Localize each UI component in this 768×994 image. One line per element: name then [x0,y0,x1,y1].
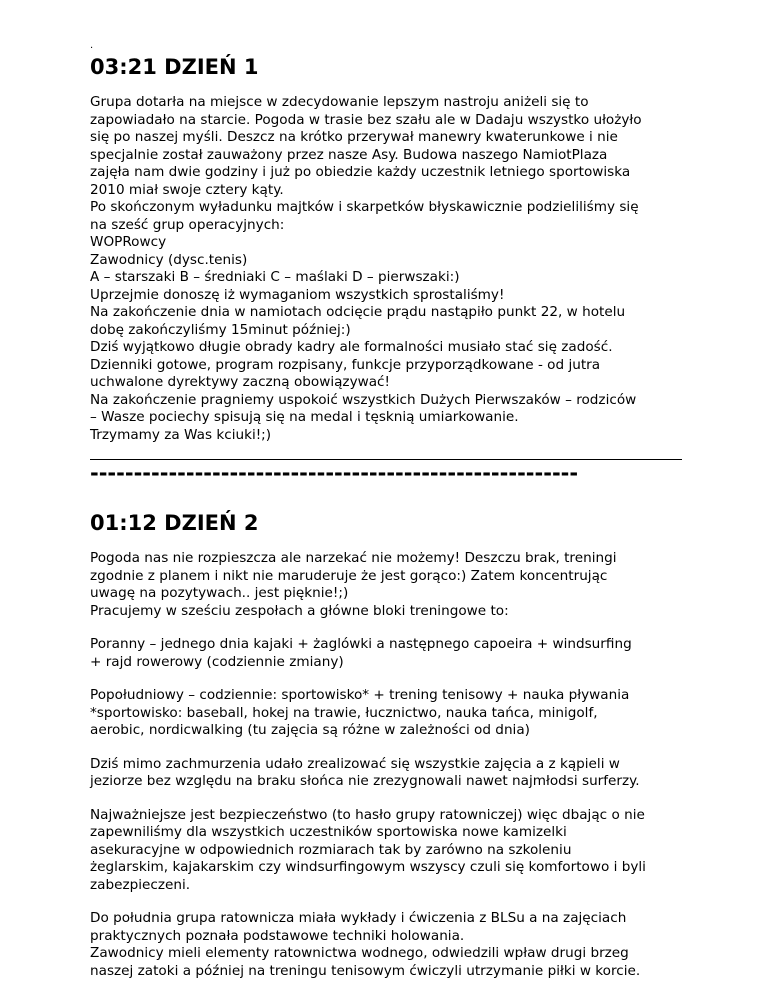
day1-line: się po naszej myśli. Deszcz na krótko przerywał manewry kwaterunkowe i nie [90,129,618,145]
day2-line: *sportowisko: baseball, hokej na trawie, łucznictwo, nauka tańca, minigolf, [90,704,598,721]
stray-dot: . [90,40,94,51]
day2-line: Pracujemy w sześciu zespołach a główne bloki treningowe to: [90,602,509,619]
day1-line: zajęła nam dwie godziny i już po obiedzie każdy uczestnik letniego sportowiska [90,164,631,180]
day2-line: żeglarskim, kajakarskim czy windsurfingowym wszyscy czuli się komfortowo i byli [90,859,646,875]
day2-line: aerobic, nordicwalking (tu zajęcia są różne w zależności od dnia) [90,722,530,738]
day2-paragraph [90,550,690,620]
day1-line: Grupa dotarła na miejsce w zdecydowanie lepszym nastroju aniżeli się to [90,94,589,110]
day2-line: Do południa grupa ratownicza miała wykłady i ćwiczenia z BLSu a na zajęciach [90,910,627,926]
day2-line: jeziorze bez względu na braku słońca nie zrezygnowali nawet najmłodsi surferzy. [90,773,640,789]
day2-line: zgodnie z planem i nikt nie maruderuje że jest gorąco:) Zatem koncentrując [90,567,608,584]
day1-line: Uprzejmie donoszę iż wymaganiom wszystkich sprostaliśmy! [90,286,505,303]
day2-body [90,550,690,980]
day2-line: + rajd rowerowy (codziennie zmiany) [90,653,344,670]
day1-body [90,94,690,444]
day1-line: 2010 miał swoje cztery kąty. [90,181,284,198]
day2-paragraph [90,807,690,895]
dash-separator: -------------------------------------------------------- [90,464,579,484]
day2-line: praktycznych poznała podstawowe techniki holowania. [90,927,465,944]
horizontal-rule [90,459,682,460]
day1-line: – Wasze pociechy spisują się na medal i tęsknią umiarkowanie. [90,409,519,425]
day1-line: specjalnie został zauważony przez nasze Asy. Budowa naszego NamiotPlaza [90,146,608,163]
day1-line: dobę zakończyliśmy 15minut później:) [90,321,351,338]
day2-line: Dziś mimo zachmurzenia udało zrealizować się wszystkie zajęcia a z kąpieli w [90,755,620,772]
day1-line: A – starszaki B – średniaki C – maślaki D – pierwszaki:) [90,269,460,285]
day2-line: uwagę na pozytywach.. jest pięknie!;) [90,585,349,601]
day2-line: Zawodnicy mieli elementy ratownictwa wodnego, odwiedzili wpław drugi brzeg [90,945,629,961]
document-page [90,40,690,980]
day1-line: Trzymamy za Was kciuki!;) [90,426,272,443]
day2-paragraph [90,636,690,671]
day2-line: zabezpieczeni. [90,876,191,893]
day2-line: Pogoda nas nie rozpieszcza ale narzekać nie możemy! Deszczu brak, treningi [90,550,617,566]
day2-paragraph [90,756,690,791]
day1-line: zapowiadało na starcie. Pogoda w trasie bez szału ale w Dadaju wszystko ułożyło [90,111,642,128]
day1-line: na sześć grup operacyjnych: [90,216,285,233]
day2-heading: 01:12 DZIEŃ 2 [90,511,259,535]
day1-line: uchwalone dyrektywy zaczną obowiązywać! [90,374,390,390]
day1-line: Na zakończenie dnia w namiotach odcięcie prądu nastąpiło punkt 22, w hotelu [90,304,626,320]
day1-line: Zawodnicy (dysc.tenis) [90,251,248,268]
day1-line: WOPRowcy [90,234,167,250]
day2-line: asekuracyjne w odpowiednich rozmiarach tak by zarówno na szkoleniu [90,841,572,858]
day1-line: Dzienniki gotowe, program rozpisany, funkcje przyporządkowane - od jutra [90,356,601,373]
day2-line: zapewniliśmy dla wszystkich uczestników sportowiska nowe kamizelki [90,824,567,840]
day2-line: Popołudniowy – codziennie: sportowisko* + trening tenisowy + nauka pływania [90,687,630,703]
day2-line: naszej zatoki a później na treningu tenisowym ćwiczyli utrzymanie piłki w korcie. [90,962,641,979]
day1-heading: 03:21 DZIEŃ 1 [90,55,259,79]
day1-line: Dziś wyjątkowo długie obrady kadry ale formalności musiało stać się zadość. [90,339,613,355]
day2-line: Poranny – jednego dnia kajaki + żaglówki a następnego capoeira + windsurfing [90,636,632,652]
day1-line: Na zakończenie pragniemy uspokoić wszystkich Dużych Pierwszaków – rodziców [90,391,637,408]
day2-paragraph [90,687,690,740]
day2-paragraph [90,910,690,980]
day1-line: Po skończonym wyładunku majtków i skarpetków błyskawicznie podzieliliśmy się [90,199,639,215]
day2-line: Najważniejsze jest bezpieczeństwo (to hasło grupy ratowniczej) więc dbając o nie [90,806,645,823]
